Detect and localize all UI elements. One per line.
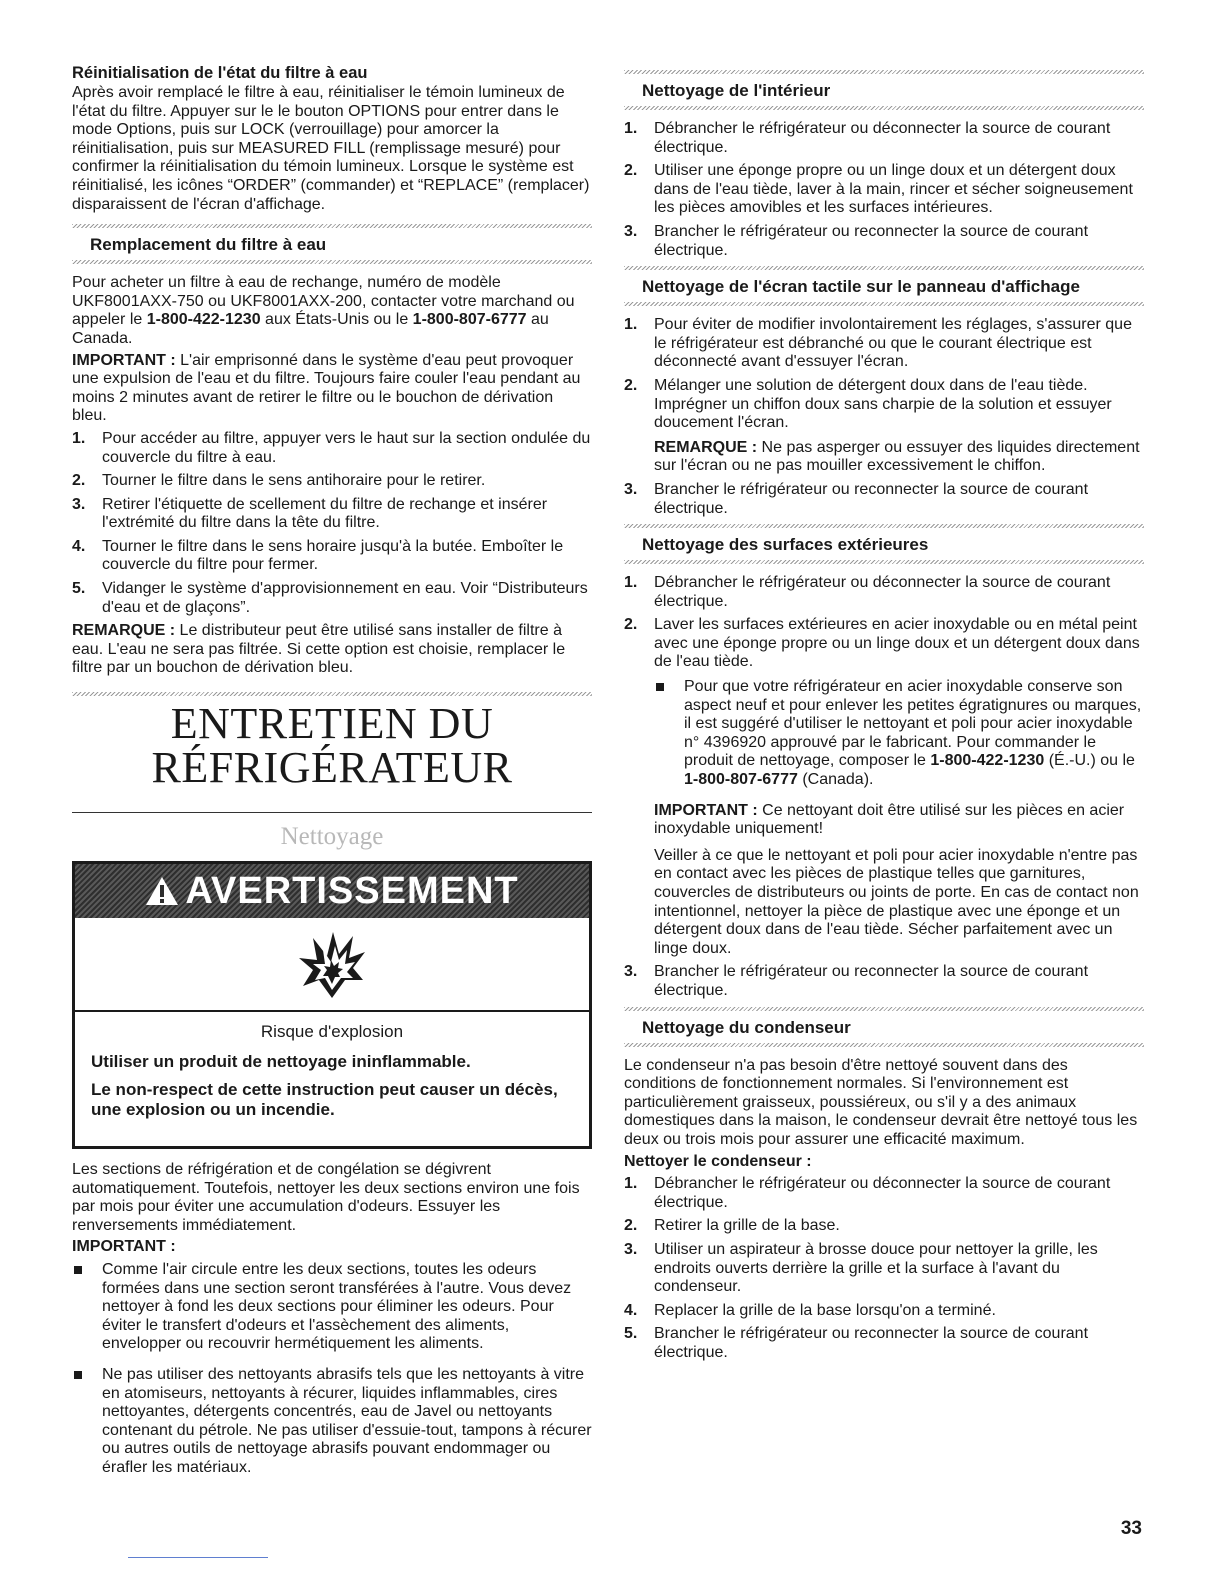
cleaning-important-label: IMPORTANT :: [72, 1238, 176, 1256]
warning-risk: Risque d'explosion: [260, 1022, 404, 1042]
list-item: 2. Retirer la grille de la base.: [624, 1217, 840, 1235]
filter-replace-steps: [72, 430, 592, 617]
warning-header-label: AVERTISSEMENT: [185, 869, 519, 912]
phone-us: 1-800-422-1230: [146, 311, 261, 329]
list-item: 4. Replacer la grille de la base lorsqu'on a terminé.: [624, 1301, 996, 1319]
list-item: 5. Vidanger le système d'approvisionnement en eau. Voir “Distributeurs d'eau et de glaçons”.: [72, 580, 588, 616]
phone-us: 1-800-422-1230: [930, 752, 1045, 770]
section-divider: [72, 224, 592, 228]
list-item: 4. Tourner le filtre dans le sens horaire jusqu'à la butée. Emboîter le couvercle du filtre pour fermer.: [72, 537, 564, 574]
section-divider: [624, 524, 1144, 528]
filter-purchase-paragraph: Pour acheter un filtre à eau de rechange, numéro de modèle UKF8001AXX-750 ou UKF8001AXX-200, contacter votre marchand ou appeler le 1-800-422-1230 aux États-Unis ou le 1-800-807-6777 au Canada.: [72, 274, 575, 347]
list-item: Comme l'air circule entre les deux sections, toutes les odeurs formées dans une section seront transférées à l'autre. Vous devez nettoyer à fond les deux sections pour éliminer les odeurs. Pour éviter le transfert d'odeurs et l'assèchement des aliments, envelopper ou recouvrir hermétiquement les aliments.: [72, 1261, 592, 1354]
exterior-bullets: [654, 678, 1144, 790]
touch-title: Nettoyage de l'écran tactile sur le panneau d'affichage: [642, 277, 1080, 297]
list-item: 1. Pour éviter de modifier involontairement les réglages, s'assurer que le réfrigérateur est débranché ou que le courant électrique est déconnecté avant d'essuyer l'écran.: [624, 316, 1132, 371]
cleaning-bullets: [72, 1261, 592, 1478]
warning-message-2: Le non-respect de cette instruction peut causer un décès, une explosion ou un incendie.: [91, 1080, 558, 1120]
list-item: 3. Brancher le réfrigérateur ou reconnecter la source de courant électrique.: [624, 480, 1089, 517]
touch-steps: [624, 316, 1144, 518]
list-item: 2. Mélanger une solution de détergent doux dans de l'eau tiède. Imprégner un chiffon doux sans charpie de la solution et essuyer doucement l'écran. REMARQUE : Ne pas asperger ou essuyer des liquides directement sur l'écran ou ne pas mouiller excessivement le chiffon.: [624, 377, 1144, 476]
list-item: 2. Laver les surfaces extérieures en acier inoxydable ou en métal peint avec une éponge propre ou un linge doux et un détergent doux dans de l'eau tiède. Pour que votre réfrigérateur en acier inoxydable conserve son aspect neuf et pour enlever les petites égratignures ou marques, il est suggéré d'utiliser le nettoyant et poli pour acier inoxydable n° 4396920 approuvé par le fabricant. Pour commander le produit de nettoyage, composer le 1-800-422-1230 (É.-U.) ou le 1-800-807-6777 (Canada). IMPORTANT : Ce nettoyant doit être utilisé sur les pièces en acier inoxydable uniquement! Veiller à ce que le nettoyant et poli pour acier inoxydable n'entre pas en contact avec les pièces de plastique telles que garnitures, couvercles de distributeurs ou joints de porte. En cas de contact non intentionnel, nettoyer la pièce de plastique avec une éponge et un détergent doux dans de l'eau tiède. Sécher parfaitement avec un linge doux.: [624, 616, 1144, 958]
condenser-subheading: Nettoyer le condenseur :: [624, 1152, 812, 1170]
warning-triangle-icon: [145, 876, 179, 906]
exterior-important: IMPORTANT : Ce nettoyant doit être utilisé sur les pièces en acier inoxydable uniquement!: [654, 801, 1125, 838]
filter-note-paragraph: REMARQUE : Le distributeur peut être utilisé sans installer de filtre à eau. L'eau ne sera pas filtrée. Si cette option est choisie, remplacer le filtre par un bouchon de dérivation bleu.: [72, 622, 566, 677]
warning-header: [75, 864, 589, 918]
list-item: 5. Brancher le réfrigérateur ou reconnecter la source de courant électrique.: [624, 1325, 1089, 1361]
condenser-section-heading: [624, 1007, 1144, 1047]
interior-steps: [624, 120, 1144, 260]
warning-message-1: Utiliser un produit de nettoyage ininflammable.: [91, 1052, 471, 1072]
chapter-title: [72, 699, 592, 793]
condenser-title: Nettoyage du condenseur: [642, 1017, 851, 1037]
list-item: 1. Débrancher le réfrigérateur ou déconnecter la source de courant électrique.: [624, 1175, 1111, 1211]
list-item: 1. Pour accéder au filtre, appuyer vers le haut sur la section ondulée du couvercle du filtre à eau.: [72, 429, 591, 466]
chapter-subtitle: Nettoyage: [280, 823, 384, 851]
exterior-caution: Veiller à ce que le nettoyant et poli pour acier inoxydable n'entre pas en contact avec les pièces de plastique telles que garnitures, couvercles de distributeurs ou joints de porte. En cas de contact non intentionnel, nettoyer la pièce de plastique avec une éponge et un détergent doux dans de l'eau tiède. Sécher parfaitement avec un linge doux.: [654, 846, 1139, 957]
section-divider: [72, 260, 592, 264]
condenser-body: Le condenseur n'a pas besoin d'être nettoyé souvent dans des conditions de fonctionnement normales. Si l'environnement est particulièrement graisseux, poussiéreux, ou s'il y a des animaux domestiques dans la maison, le condenseur devrait être nettoyé tous les deux ou trois mois pour assurer une efficacité maximum.: [624, 1056, 1138, 1148]
list-item: 3. Brancher le réfrigérateur ou reconnecter la source de courant électrique.: [624, 963, 1089, 999]
interior-title: Nettoyage de l'intérieur: [642, 81, 831, 100]
section-divider: [624, 1043, 1144, 1047]
footer-rule: [128, 1557, 268, 1558]
cleaning-intro: Les sections de réfrigération et de congélation se dégivrent automatiquement. Toutefois, nettoyer les deux sections environ une fois par mois pour éviter une accumulation d'odeurs. Essuyer les renversements immédiatement.: [72, 1161, 580, 1234]
list-item: 1. Débrancher le réfrigérateur ou déconnecter la source de courant électrique.: [624, 120, 1111, 156]
exterior-title: Nettoyage des surfaces extérieures: [642, 535, 929, 555]
exterior-section-heading: [624, 524, 1144, 564]
left-column: [72, 64, 592, 1490]
exterior-steps: [624, 574, 1144, 1000]
warning-icon-row: [75, 918, 589, 1012]
section-divider: [624, 560, 1144, 564]
filter-replace-section: [72, 224, 592, 264]
warning-box: [72, 861, 592, 1149]
phone-canada: 1-800-807-6777: [412, 311, 527, 329]
list-item: 2. Tourner le filtre dans le sens antihoraire pour le retirer.: [72, 472, 486, 490]
chapter-title-line2: RÉFRIGÉRATEUR: [151, 743, 513, 793]
filter-reset-section: [72, 64, 592, 214]
section-divider: [624, 1007, 1144, 1011]
list-item: 2. Utiliser une éponge propre ou un linge doux et un détergent doux dans de l'eau tiède, laver à la main, rincer et sécher soigneusement les pièces amovibles et les surfaces intérieures.: [624, 162, 1133, 217]
warning-body: [75, 1012, 589, 1146]
filter-reset-body: Après avoir remplacé le filtre à eau, réinitialiser le témoin lumineux de l'état du filtre. Appuyer sur le le bouton OPTIONS pour entrer dans le mode Options, puis sur LOCK (verrouillage) pour amorcer la réinitialisation, puis sur MEASURED FILL (remplissage mesuré) pour confirmer la réinitialisation du témoin lumineux. Lorsque le système est réinitialisé, les icônes “ORDER” (commander) et “REPLACE” (remplacer) disparaissent de l'écran d'affichage.: [72, 84, 590, 213]
title-rule: [72, 812, 592, 813]
section-divider: [624, 302, 1144, 306]
section-divider: [72, 692, 592, 696]
interior-section-heading: [624, 70, 1144, 110]
filter-replace-title: Remplacement du filtre à eau: [90, 235, 327, 255]
chapter-title-line1: ENTRETIEN DU: [170, 699, 494, 749]
section-divider: [624, 266, 1144, 270]
filter-important-paragraph: IMPORTANT : L'air emprisonné dans le système d'eau peut provoquer une expulsion de l'eau et du filtre. Toujours faire couler l'eau pendant au moins 2 minutes avant de retirer le filtre ou le bouchon de dérivation bleu.: [72, 351, 581, 425]
condenser-steps: [624, 1175, 1144, 1362]
touch-section-heading: [624, 266, 1144, 306]
list-item: Ne pas utiliser des nettoyants abrasifs tels que les nettoyants à vitre en atomiseurs, nettoyants à récurer, liquides inflammables, cires nettoyantes, détergents concentrés, eau de Javel ou nettoyants contenant du pétrole. Ne pas utiliser d'essuie-tout, tampons à récurer ou autres outils de nettoyage abrasifs pouvant endommager ou érafler les matériaux.: [72, 1366, 592, 1478]
list-item: 3. Retirer l'étiquette de scellement du filtre de rechange et insérer l'extrémité du filtre dans la tête du filtre.: [72, 495, 548, 532]
list-item: 1. Débrancher le réfrigérateur ou déconnecter la source de courant électrique.: [624, 574, 1111, 610]
list-item: Pour que votre réfrigérateur en acier inoxydable conserve son aspect neuf et pour enlever les petites égratignures ou marques, il est suggéré d'utiliser le nettoyant et poli pour acier inoxydable n° 4396920 approuvé par le fabricant. Pour commander le produit de nettoyage, composer le 1-800-422-1230 (É.-U.) ou le 1-800-807-6777 (Canada).: [654, 678, 1144, 790]
section-divider: [624, 106, 1144, 110]
touch-note: REMARQUE : Ne pas asperger ou essuyer des liquides directement sur l'écran ou ne pas mouiller excessivement le chiffon.: [654, 438, 1140, 475]
list-item: 3. Utiliser un aspirateur à brosse douce pour nettoyer la grille, les endroits ouverts derrière la grille et la surface à l'avant du condenseur.: [624, 1240, 1098, 1296]
right-column: [624, 62, 1144, 1367]
phone-canada: 1-800-807-6777: [684, 771, 798, 789]
list-item: 3. Brancher le réfrigérateur ou reconnecter la source de courant électrique.: [624, 222, 1089, 259]
section-divider: [624, 70, 1144, 74]
filter-reset-title: Réinitialisation de l'état du filtre à eau: [72, 64, 368, 82]
explosion-icon: [297, 928, 367, 1000]
page-number: 33: [1120, 1518, 1142, 1539]
